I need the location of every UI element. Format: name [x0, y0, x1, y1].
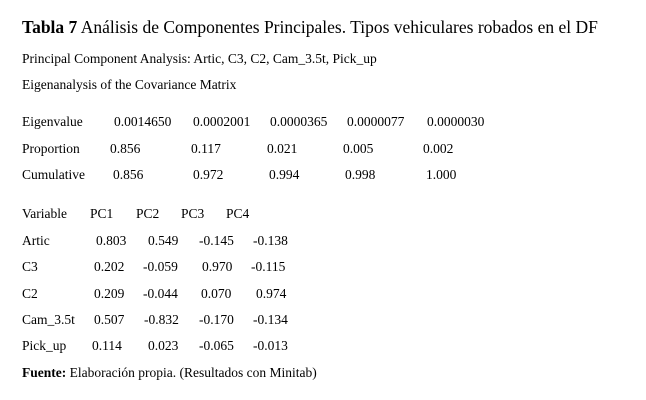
pc-cell: -0.065: [199, 338, 234, 353]
pc-cell: 0.803: [96, 233, 127, 248]
eigen-cell: 0.117: [191, 141, 221, 156]
pc-cell: 0.209: [94, 286, 125, 301]
pc-row-variable: C2: [22, 286, 38, 301]
pc-cell: 0.974: [256, 286, 287, 301]
table-title-text: Análisis de Componentes Principales. Tipos vehiculares robados en el DF: [77, 17, 598, 37]
pc-row-variable: C3: [22, 259, 38, 274]
pc-header-variable: Variable: [22, 206, 67, 221]
pc-cell: -0.115: [251, 259, 286, 274]
pc-header: PC1: [90, 206, 114, 221]
pc-cell: 0.114: [92, 338, 122, 353]
pc-cell: 0.549: [148, 233, 179, 248]
pc-cell: -0.145: [199, 233, 234, 248]
eigen-row-label: Eigenvalue: [22, 114, 83, 129]
pc-cell: -0.138: [253, 233, 288, 248]
eigen-cell: 0.002: [423, 141, 454, 156]
eigen-cell: 0.0000365: [270, 114, 328, 129]
eigen-cell: 0.856: [113, 167, 144, 182]
pc-cell: -0.013: [253, 338, 288, 353]
pc-cell: 0.970: [202, 259, 233, 274]
pc-cell: 0.070: [201, 286, 232, 301]
pc-cell: 0.023: [148, 338, 179, 353]
eigen-cell: 0.0014650: [114, 114, 172, 129]
pc-row-variable: Pick_up: [22, 338, 67, 353]
section-heading: Eigenanalysis of the Covariance Matrix: [22, 77, 237, 92]
pc-cell: 0.202: [94, 259, 125, 274]
table-title: [22, 17, 598, 37]
eigen-cell: 0.005: [343, 141, 374, 156]
eigen-cell: 0.972: [193, 167, 224, 182]
eigen-cell: 0.856: [110, 141, 141, 156]
pc-row-variable: Artic: [22, 233, 50, 248]
pc-cell: -0.059: [143, 259, 178, 274]
eigen-cell: 0.994: [269, 167, 300, 182]
pc-header: PC4: [226, 206, 250, 221]
eigen-cell: 0.0002001: [193, 114, 251, 129]
source-note: [22, 365, 317, 381]
eigen-cell: 0.0000030: [427, 114, 485, 129]
source-text: Elaboración propia. (Resultados con Minitab): [66, 365, 317, 380]
eigen-cell: 1.000: [426, 167, 457, 182]
analysis-subtitle: Principal Component Analysis: Artic, C3, C2, Cam_3.5t, Pick_up: [22, 51, 377, 66]
pc-cell: 0.507: [94, 312, 125, 327]
table-title-label: Tabla 7: [22, 17, 78, 37]
pc-cell: -0.832: [144, 312, 179, 327]
eigen-cell: 0.998: [345, 167, 376, 182]
cumulative-row-label: Cumulative: [22, 167, 85, 182]
pc-header: PC3: [181, 206, 205, 221]
pc-cell: -0.170: [199, 312, 234, 327]
eigen-cell: 0.021: [267, 141, 298, 156]
pc-header: PC2: [136, 206, 160, 221]
pc-cell: -0.044: [143, 286, 178, 301]
eigen-cell: 0.0000077: [347, 114, 405, 129]
pc-cell: -0.134: [253, 312, 288, 327]
proportion-row-label: Proportion: [22, 141, 80, 156]
pc-row-variable: Cam_3.5t: [22, 312, 75, 327]
source-label: Fuente:: [22, 365, 67, 380]
